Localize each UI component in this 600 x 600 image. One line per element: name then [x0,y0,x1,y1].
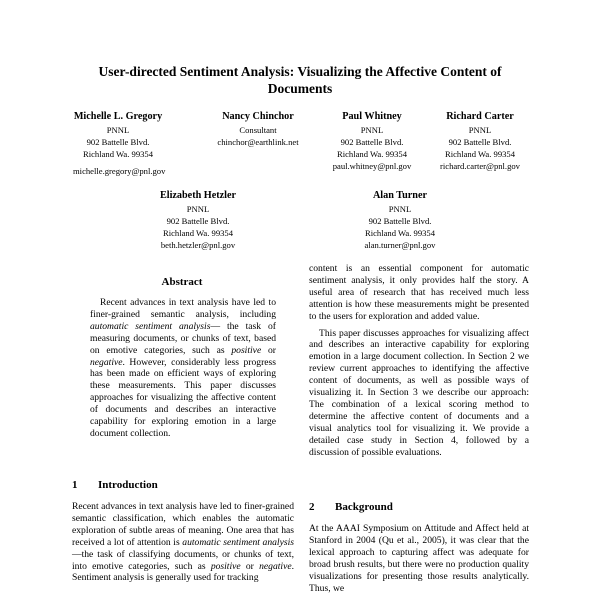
intro-text: Recent advances in text analysis have led to finer-grained semantic classification, which enables the automatic exploration of subtle areas of meaning. One area that has received a lot of attention is [72,501,294,548]
author-address: 902 Battelle Blvd. [448,137,512,147]
author-email: alan.turner@pnl.gov [364,240,436,250]
author-block [73,110,166,177]
section-number: 2 [309,501,315,513]
background-paragraph: At the AAAI Symposium on Attitude and Affect held at Stanford in 2004 (Qu et al., 2005), it was clear that the lexical approach to capturing affect was adequate for broad brush results, but there were no production quality visualizations for presenting those results analytically. Thus, we [309,523,529,594]
intro-text: or [240,560,260,572]
abstract-emphasis: negative [90,356,123,368]
author-address: 902 Battelle Blvd. [86,137,150,147]
author-name: Richard Carter [446,111,514,122]
abstract-paragraph [90,297,276,440]
section-2-heading [309,501,529,514]
right-paragraph-2: This paper discusses approaches for visualizing affect and describes an interactive capability for exploring emotion in a large document collection. In Section 2 we review current approaches to identifying the affective content of documents, as well as possible ways of visualizing it. In Section 3 we describe our approach: The combination of a lexical scoring method to determine the affective content of documents and a visual analytics tool for visualizing it. We provide a detailed case study in Section 4, followed by a discussion of possible evaluations. [309,327,529,458]
abstract-text: Recent advances in text analysis have led to finer-grained semantic analysis, including [90,297,276,320]
abstract-body [90,297,276,440]
author-affiliation: PNNL [186,204,210,214]
author-affiliation: PNNL [360,125,384,135]
abstract-emphasis: positive [231,344,262,356]
intro-emphasis: negative [259,560,292,572]
author-block [355,189,445,251]
author-email: paul.whitney@pnl.gov [332,161,412,171]
author-address: 902 Battelle Blvd. [368,216,432,226]
intro-text: —the task of classifying documents, or chunks of text, into emotive categories, such as [72,548,294,572]
author-name: Alan Turner [372,190,428,201]
author-block [153,189,243,251]
author-city: Richland Wa. 99354 [82,149,154,159]
author-name: Paul Whitney [342,111,402,122]
author-affiliation: Consultant [239,125,277,135]
author-email: chinchor@earthlink.net [217,137,299,147]
author-name: Nancy Chinchor [222,111,294,122]
author-affiliation: PNNL [106,125,130,135]
author-name: Elizabeth Hetzler [159,190,237,201]
author-block [198,110,318,148]
right-paragraph-1: content is an essential component for automatic sentiment analysis, it only provides half the story. A useful area of research that has received much less attention is how these measurements might be presented to the users for exploration and added value. [309,263,529,322]
author-affiliation: PNNL [388,204,412,214]
section-number: 1 [72,479,78,491]
paper-title [40,63,560,97]
author-email: beth.hetzler@pnl.gov [160,240,236,250]
intro-text: . Sentiment analysis is generally used for tracking [72,560,294,584]
section-1-heading [72,479,292,492]
intro-paragraph [72,501,294,584]
section-title: Introduction [98,479,158,491]
intro-emphasis: automatic sentiment analysis [182,536,294,548]
paper-title-line-1: User-directed Sentiment Analysis: Visualizing the Affective Content of [98,64,502,79]
author-block [434,110,526,172]
abstract-text: or [261,344,276,356]
abstract-heading: Abstract [161,276,203,288]
author-email: michelle.gregory@pnl.gov [73,166,166,176]
abstract-text: — the task of measuring documents, or chunks of text, based on emotive categories, such as [90,320,276,356]
section-2-body [309,523,529,594]
author-address: 902 Battelle Blvd. [166,216,230,226]
author-email: richard.carter@pnl.gov [440,161,520,171]
author-affiliation: PNNL [468,125,492,135]
section-title: Background [335,501,393,513]
author-city: Richland Wa. 99354 [336,149,408,159]
author-block [327,110,417,172]
abstract-emphasis: automatic sentiment analysis [90,320,211,332]
section-1-body [72,501,294,584]
paper-title-line-2: Documents [267,81,333,96]
author-city: Richland Wa. 99354 [364,228,436,238]
author-address: 902 Battelle Blvd. [340,137,404,147]
author-city: Richland Wa. 99354 [444,149,516,159]
author-name: Michelle L. Gregory [73,111,163,122]
author-city: Richland Wa. 99354 [162,228,234,238]
abstract-text: . However, considerably less progress has been made on efficient ways of exploring these measurements. This paper discusses approaches for visualizing the affective content of documents and describes an interactive capability for exploring emotion in a large document collection. [90,356,276,439]
intro-emphasis: positive [210,560,241,572]
right-column-body [309,263,529,459]
